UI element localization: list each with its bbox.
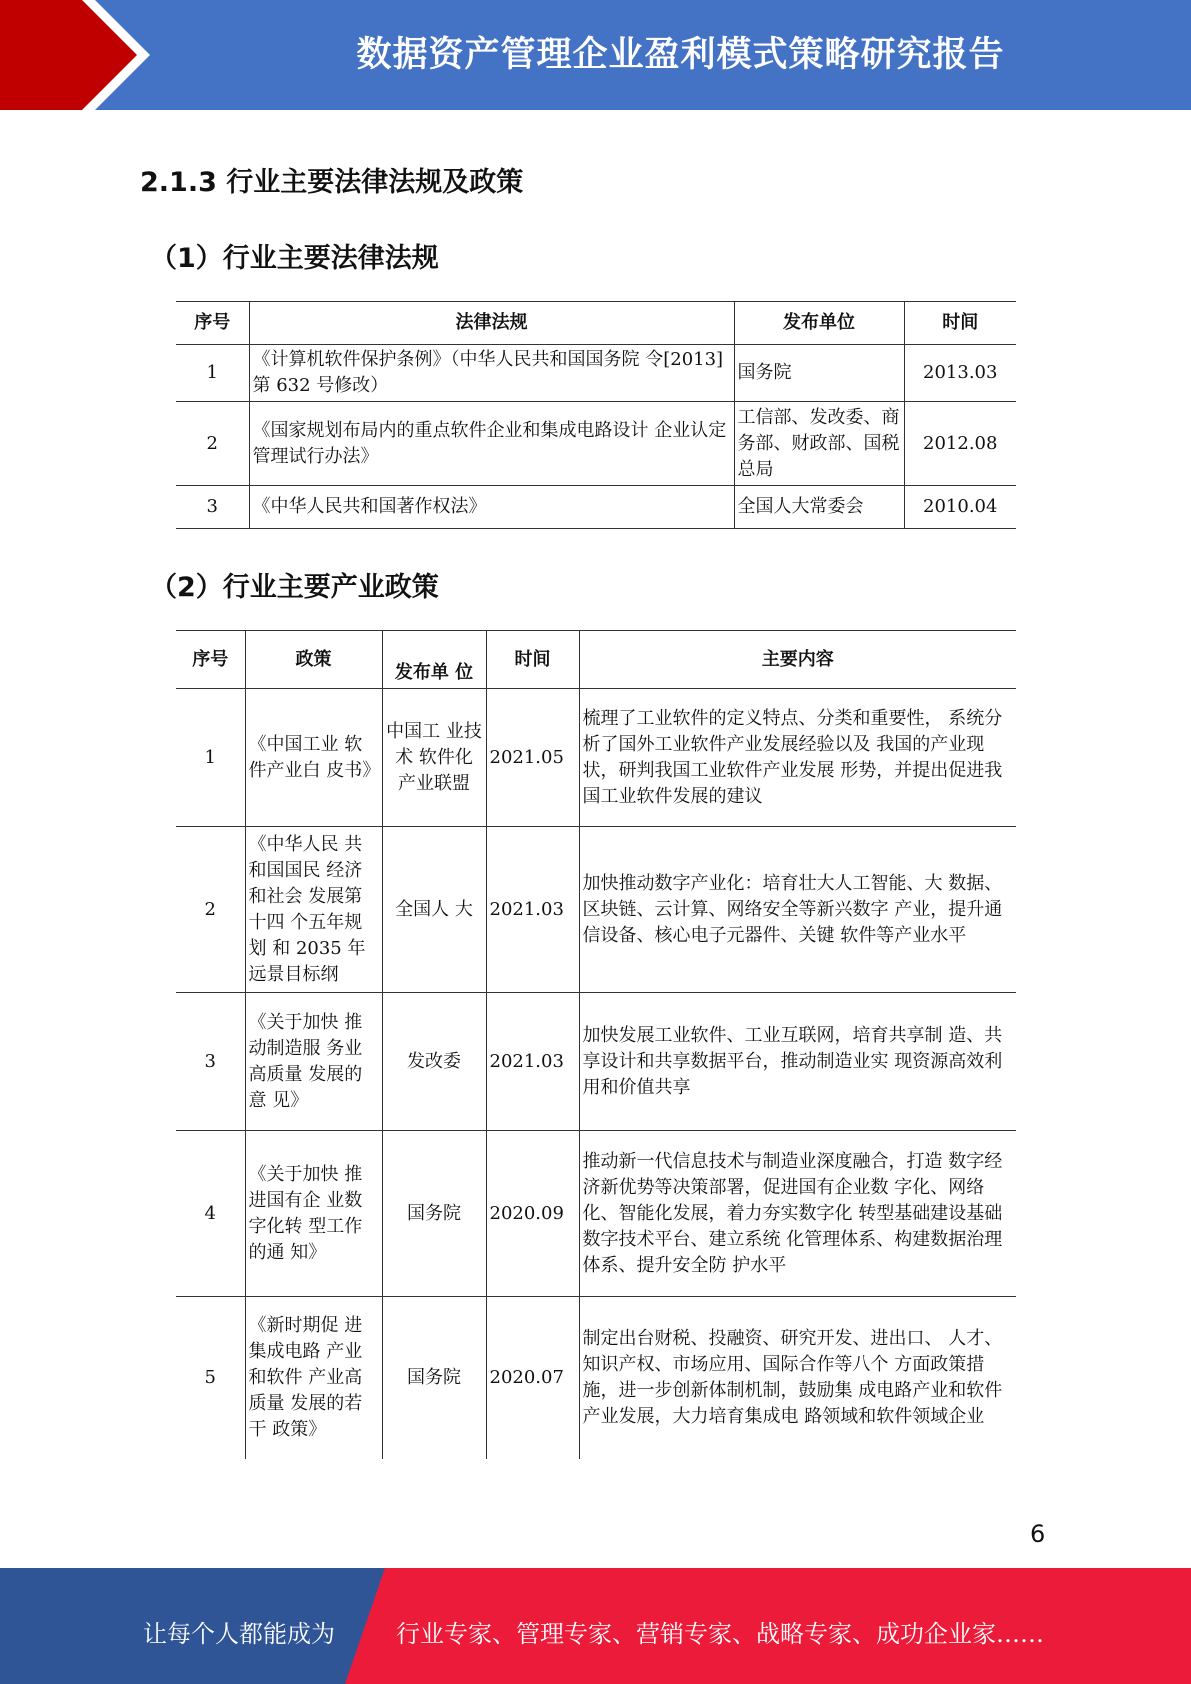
policy-date: 2020.07 [486,1297,579,1459]
policy-name: 《关于加快 推进国有企 业数字化转 型工作的通 知》 [245,1131,382,1297]
law-issuer: 全国人大常委会 [734,486,904,529]
table-header-row [176,302,1016,345]
row-number: 4 [176,1131,245,1297]
law-date: 2013.03 [904,345,1016,402]
section-heading: 2.1.3 行业主要法律法规及政策 [140,167,524,198]
page-number: 6 [1030,1520,1046,1548]
table-row [176,1297,1016,1459]
column-header: 时间 [486,631,579,689]
table-row [176,345,1016,402]
policy-issuer: 发改委 [382,993,486,1131]
column-header: 发布单位 [734,302,904,345]
column-header: 时间 [904,302,1016,345]
row-number: 2 [176,402,249,486]
policy-date: 2021.03 [486,827,579,993]
table-row [176,827,1016,993]
law-name: 《计算机软件保护条例》（中华人民共和国国务院 令[2013]第 632 号修改） [249,345,734,402]
policy-content: 加快推动数字产业化：培育壮大人工智能、大 数据、区块链、云计算、网络安全等新兴数字 产业，提升通信设备、核心电子元器件、关键 软件等产业水平 [579,827,1016,993]
policy-name: 《中华人民 共和国国民 经济和社会 发展第十四 个五年规划 和 2035 年远景目标纲 [245,827,382,993]
law-name: 《国家规划布局内的重点软件企业和集成电路设计 企业认定管理试行办法》 [249,402,734,486]
row-number: 3 [176,486,249,529]
subsection-laws-heading: （1）行业主要法律法规 [150,243,439,274]
table-header-row [176,631,1016,689]
column-header: 序号 [176,631,245,689]
law-date: 2012.08 [904,402,1016,486]
policy-content: 梳理了工业软件的定义特点、分类和重要性， 系统分析了国外工业软件产业发展经验以及 我国的产业现状，研判我国工业软件产业发展 形势，并提出促进我国工业软件发展的建议 [579,689,1016,827]
row-number: 3 [176,993,245,1131]
policy-date: 2020.09 [486,1131,579,1297]
law-date: 2010.04 [904,486,1016,529]
policy-issuer: 国务院 [382,1131,486,1297]
policy-name: 《中国工业 软件产业白 皮书》 [245,689,382,827]
policies-table [176,630,1016,1459]
row-number: 1 [176,345,249,402]
table-row [176,1131,1016,1297]
law-issuer: 国务院 [734,345,904,402]
column-header: 主要内容 [579,631,1016,689]
column-header: 发布单 位 [382,631,486,689]
row-number: 5 [176,1297,245,1459]
header-arrow-decoration [0,0,150,110]
table-row [176,402,1016,486]
law-name: 《中华人民共和国著作权法》 [249,486,734,529]
report-title: 数据资产管理企业盈利模式策略研究报告 [356,35,1005,75]
policy-date: 2021.05 [486,689,579,827]
row-number: 1 [176,689,245,827]
laws-table [176,301,1016,529]
policy-issuer: 国务院 [382,1297,486,1459]
law-issuer: 工信部、发改委、商务部、财政部、国税总局 [734,402,904,486]
footer-slogan-right: 行业专家、管理专家、营销专家、战略专家、成功企业家…… [396,1620,1044,1648]
column-header: 法律法规 [249,302,734,345]
subsection-policies-heading: （2）行业主要产业政策 [150,572,439,603]
table-row [176,486,1016,529]
policy-issuer: 中国工 业技术 软件化 产业联盟 [382,689,486,827]
policy-content: 制定出台财税、投融资、研究开发、进出口、 人才、知识产权、市场应用、国际合作等八个 方面政策措施，进一步创新体制机制，鼓励集 成电路产业和软件产业发展，大力培育集成电 路领域和软件领域企业 [579,1297,1016,1459]
footer-slogan-left: 让每个人都能成为 [143,1620,335,1648]
policy-date: 2021.03 [486,993,579,1131]
table-row [176,993,1016,1131]
policy-content: 加快发展工业软件、工业互联网，培育共享制 造、共享设计和共享数据平台，推动制造业实 现资源高效利用和价值共享 [579,993,1016,1131]
row-number: 2 [176,827,245,993]
column-header: 序号 [176,302,249,345]
policy-issuer: 全国人 大 [382,827,486,993]
column-header: 政策 [245,631,382,689]
table-row [176,689,1016,827]
policy-name: 《新时期促 进集成电路 产业和软件 产业高质量 发展的若干 政策》 [245,1297,382,1459]
page-header [0,0,1191,110]
policy-name: 《关于加快 推动制造服 务业高质量 发展的意 见》 [245,993,382,1131]
policy-content: 推动新一代信息技术与制造业深度融合，打造 数字经济新优势等决策部署，促进国有企业数 字化、网络化、智能化发展，着力夯实数字化 转型基础建设基础数字技术平台、建立系统 化管理体系、构建数据治理体系、提升安全防 护水平 [579,1131,1016,1297]
